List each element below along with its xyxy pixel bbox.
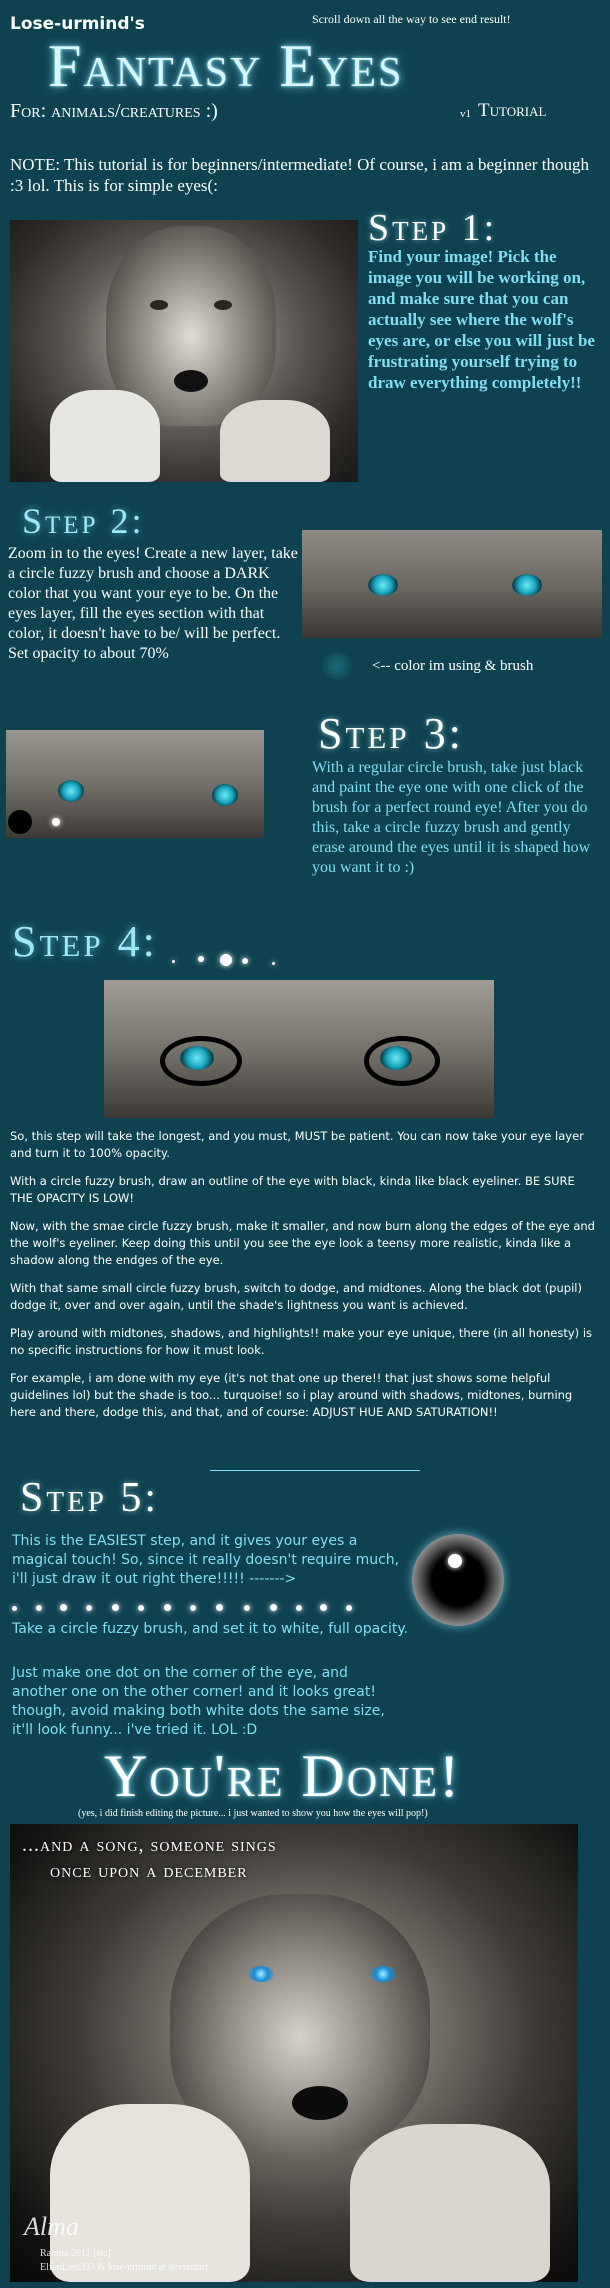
step2-title: Step 2: [22, 501, 145, 541]
step5-dots-row [12, 1602, 358, 1614]
eye-ball-illustration [412, 1534, 504, 1626]
step5-dot [86, 1605, 92, 1611]
step5-text-1: This is the EASIEST step, and it gives your eyes a magical touch! So, since it really doesn't require much, i'll just draw it out right there!!!!! -------> [12, 1533, 400, 1587]
step4-title: Step 4: [12, 917, 158, 966]
step5-dot [12, 1606, 17, 1611]
scroll-note: Scroll down all the way to see end result! [312, 12, 511, 26]
step4-dot-3 [220, 954, 232, 966]
step4-paragraph-5: Play around with midtones, shadows, and highlights!! make your eye unique, there (in all honesty) is no specific instructions for how it must look. [10, 1326, 593, 1357]
step5-dot [60, 1604, 67, 1611]
step4-paragraph-1: So, this step will take the longest, and you must, MUST be patient. You can now take your eye layer and turn it to 100% opacity. [10, 1129, 584, 1160]
step2-eye-left [368, 574, 398, 596]
step4-eye-left [180, 1046, 214, 1070]
step1-wolf-photo [10, 220, 358, 482]
step5-text-2: Take a circle fuzzy brush, and set it to white, full opacity. [12, 1621, 409, 1637]
step2-text: Zoom in to the eyes! Create a new layer, take a circle fuzzy brush and choose a DARK color that you want your eye to be. On the eyes layer, fill the eyes section with that color, it doesn't have to be/ will be perfect. Set opacity to about 70% [8, 545, 298, 662]
step1-title: Step 1: [368, 207, 498, 249]
step5-title: Step 5: [20, 1475, 160, 1521]
subtitle: For: animals/creatures :) [10, 100, 218, 122]
overlay-line-1: ...and a song, someone sings [22, 1834, 277, 1856]
step4-dot-4 [242, 958, 248, 964]
done-caption: (yes, i did finish editing the picture... i just wanted to show you how the eyes will pop!) [78, 1808, 428, 1819]
wolf-eye-right [214, 300, 232, 310]
step4-paragraph-3: Now, with the smae circle fuzzy brush, make it smaller, and now burn along the edges of the eye and the wolf's eyeliner. Keep doing this until you see the eye look a teensy more realistic, kinda like a shadow along the endges of the eye. [10, 1219, 595, 1267]
page-title: Fantasy Eyes [48, 33, 404, 99]
wolf-nose [174, 370, 208, 392]
step3-eyes-photo [6, 730, 264, 838]
eye-highlight [448, 1554, 462, 1568]
step5-dot [164, 1604, 171, 1611]
step4-dot-1 [172, 960, 175, 963]
step5-dot [138, 1605, 144, 1611]
step5-dot [244, 1605, 250, 1611]
step3-eye-right [212, 784, 238, 806]
intro-note: NOTE: This tutorial is for beginners/intermediate! Of course, i am a beginner though :3 lol. This is for simple eyes(: [10, 155, 589, 195]
author-label: Lose-urmind's [10, 14, 145, 34]
step2-eyes-photo [302, 530, 602, 638]
step4-text [10, 1128, 600, 1421]
step4-paragraph-4: With that same small circle fuzzy brush, switch to dodge, and midtones. Along the black dot (pupil) dodge it, over and over again, until the shade's lightness you want is achieved. [10, 1281, 582, 1312]
final-wolf-photo [10, 1824, 578, 2282]
step5-dot [112, 1604, 119, 1611]
step5-text-3: Just make one dot on the corner of the eye, and another one on the other corner! and it looks great! though, avoid making both white dots the same size, it'll look funny... i've tried it. LOL :D [12, 1665, 385, 1738]
step4-eye-right [380, 1046, 412, 1070]
final-eye-left [248, 1966, 274, 1982]
step3-eye-left [58, 780, 84, 802]
step4-dot-5 [272, 962, 275, 965]
step2-eye-right [512, 574, 542, 596]
step4-paragraph-2: With a circle fuzzy brush, draw an outline of the eye with black, kinda like black eyeliner. BE SURE THE OPACITY IS LOW! [10, 1174, 575, 1205]
done-title: You're Done! [104, 1743, 462, 1809]
step5-divider [210, 1470, 420, 1471]
fuzzy-brush-dot [52, 818, 60, 826]
step4-eyes-photo [104, 980, 494, 1118]
step4-paragraph-6: For example, i am done with my eye (it's not that one up there!! that just shows some helpful guidelines lol) but the shade is too... turquoise! so i play around with shadows, midtones, burning here and there, dodge this, and that, and of course: ADJUST HUE AND SATURATION!! [10, 1371, 573, 1419]
tutorial-label: Tutorial [478, 100, 547, 121]
black-brush-dot [8, 810, 32, 834]
step5-dot [296, 1605, 302, 1611]
final-eye-right [370, 1966, 396, 1982]
step3-title: Step 3: [318, 709, 464, 758]
color-swatch [322, 652, 352, 680]
overlay-line-2: once upon a december [50, 1860, 248, 1882]
header [0, 0, 610, 140]
step5-dot [36, 1605, 42, 1611]
signature: Alma [24, 2212, 79, 2241]
step4-dot-2 [198, 956, 204, 962]
step5-dot [346, 1605, 352, 1611]
step5-dot [320, 1604, 327, 1611]
version-label: v1 [460, 108, 471, 120]
step1-text: Find your image! Pick the image you will be working on, and make sure that you can actually see where the wolf's eyes are, or else you will just be frustrating yourself trying to draw everything completely!! [368, 247, 595, 392]
step5-dot [270, 1604, 277, 1611]
final-paw-right [350, 2124, 550, 2282]
step3-text: With a regular circle brush, take just black and paint the eye one with one click of the brush for a perfect round eye! After you do this, take a circle fuzzy brush and gently erase around the eyes until it is shaped how you want it to :) [312, 759, 591, 876]
step5-dot [190, 1605, 196, 1611]
final-wolf-nose [292, 2086, 348, 2120]
color-note: <-- color im using & brush [372, 658, 534, 674]
step5-dot [216, 1604, 223, 1611]
wolf-eye-left [150, 300, 168, 310]
credit-line-1: Ramna 2011 [sic] [40, 2248, 111, 2259]
wolf-paw-left [50, 390, 160, 482]
wolf-paw-right [220, 400, 330, 482]
credit-line-2: ElfenLied333 & lose-urmind at deviantart [40, 2262, 209, 2273]
